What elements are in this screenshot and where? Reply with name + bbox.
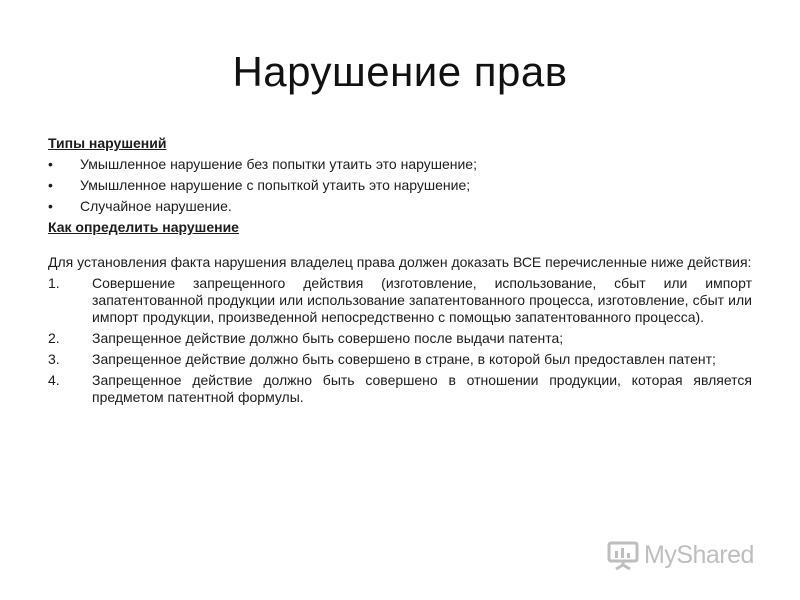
slide-content <box>48 135 752 410</box>
types-heading: Типы нарушений <box>48 135 167 151</box>
presentation-board-icon <box>606 538 640 572</box>
list-item-text: Умышленное нарушение с попыткой утаить это нарушение; <box>80 177 471 193</box>
list-item-text: Случайное нарушение. <box>80 198 232 214</box>
list-item-text: Запрещенное действие должно быть совершено после выдачи патента; <box>92 330 564 346</box>
list-item-text: Умышленное нарушение без попытки утаить это нарушение; <box>80 156 477 172</box>
list-item-text: Совершение запрещенного действия (изготовление, использование, сбыт или импорт запатентованной продукции или использование запатентованного процесса, изготовление, сбыт или импорт продукции, произведенной непосредственно с помощью запатентованного процесса). <box>92 275 752 325</box>
list-item-text: Запрещенное действие должно быть совершено в отношении продукции, которая является предметом патентной формулы. <box>92 372 752 405</box>
list-item <box>48 351 752 368</box>
bullet-icon: • <box>48 177 53 193</box>
list-item <box>48 156 752 173</box>
item-number: 2. <box>48 330 60 346</box>
item-number: 4. <box>48 372 60 388</box>
item-number: 1. <box>48 275 60 291</box>
types-list <box>48 156 752 215</box>
determine-intro: Для установления факта нарушения владелец права должен доказать ВСЕ перечисленные ниже действия: <box>48 254 752 270</box>
list-item <box>48 330 752 347</box>
item-number: 3. <box>48 351 60 367</box>
watermark-text: MyShared <box>644 540 754 569</box>
watermark-logo <box>606 535 766 575</box>
list-item <box>48 177 752 194</box>
list-item-text: Запрещенное действие должно быть совершено в стране, в которой был предоставлен патент; <box>92 351 716 367</box>
bullet-icon: • <box>48 156 53 172</box>
determine-heading: Как определить нарушение <box>48 219 239 235</box>
list-item <box>48 372 752 406</box>
bullet-icon: • <box>48 198 53 214</box>
slide-title: Нарушение прав <box>232 48 568 95</box>
list-item <box>48 198 752 215</box>
determine-list <box>48 275 752 406</box>
list-item <box>48 275 752 326</box>
